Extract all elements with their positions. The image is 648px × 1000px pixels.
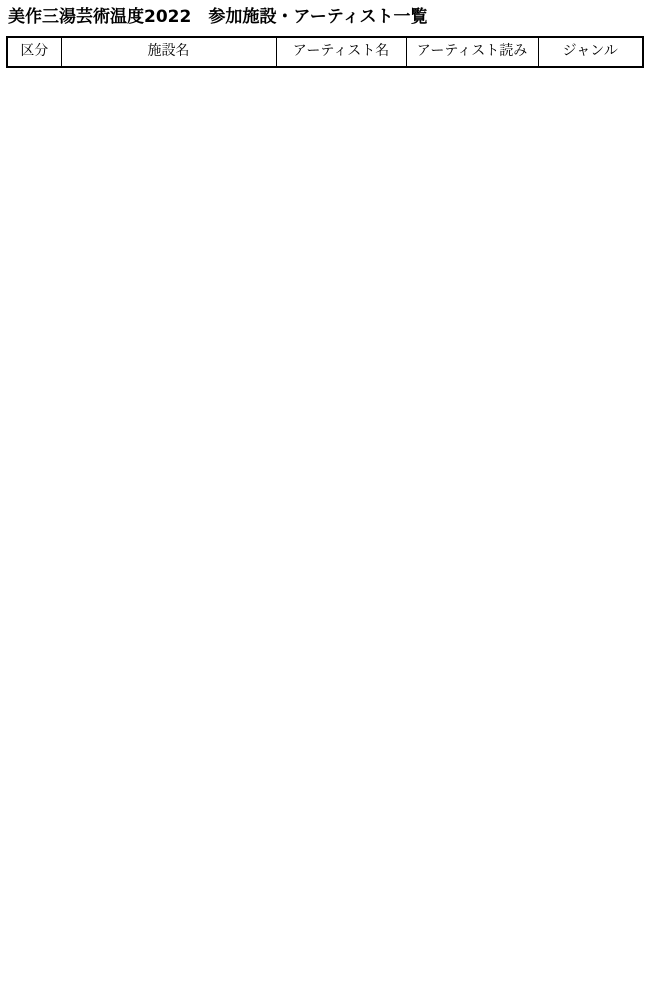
table-header <box>7 37 643 67</box>
column-header-shisetsu: 施設名 <box>61 37 276 67</box>
column-header-kubun: 区分 <box>7 37 61 67</box>
table-header-row <box>7 37 643 67</box>
column-header-artist: アーティスト名 <box>276 37 406 67</box>
artist-roster-table <box>6 36 644 68</box>
column-header-genre: ジャンル <box>538 37 643 67</box>
page-title: 美作三湯芸術温度2022 参加施設・アーティスト一覧 <box>8 7 428 27</box>
column-header-yomi: アーティスト読み <box>406 37 538 67</box>
